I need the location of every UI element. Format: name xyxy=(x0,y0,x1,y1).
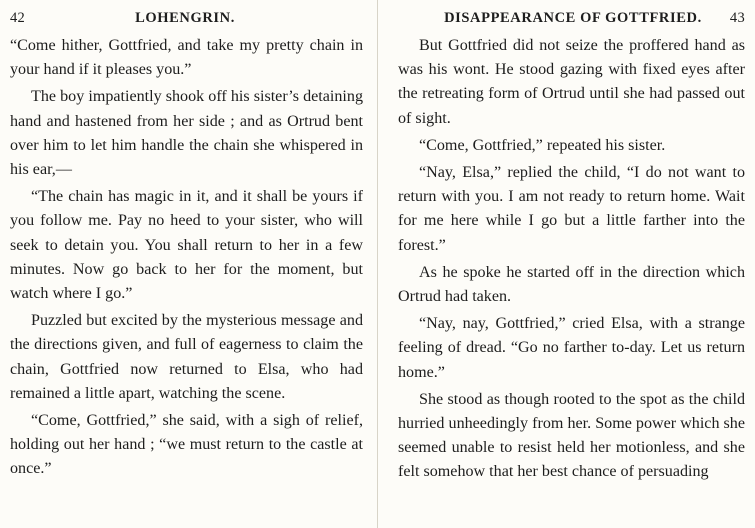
left-running-head: LOHENGRIN. xyxy=(135,10,235,26)
paragraph: Puzzled but excited by the mysterious message and the directions given, and full of eagerness to claim the chain, Gottfried now returned to Elsa, who had remained a little apart, watching the scene. xyxy=(10,312,363,402)
right-page xyxy=(377,0,755,528)
paragraph: “Come, Gottfried,” repeated his sister. xyxy=(419,136,666,154)
paragraph: “The chain has magic in it, and it shall be yours if you follow me. Pay no heed to your sister, who will seek to detain you. You shall return to her in a few minutes. Now go back to her for the moment, but watch where I go.” xyxy=(10,188,363,303)
right-page-number: 43 xyxy=(729,10,745,26)
paragraph: She stood as though rooted to the spot as the child hurried unheedingly from her. Some power which she seemed unable to resist held her motionless, and she felt somehow that her best chance of persuading xyxy=(398,390,745,481)
paragraph: “Come, Gottfried,” she said, with a sigh of relief, holding out her hand ; “we must return to the castle at once.” xyxy=(10,412,363,478)
paragraph: But Gottfried did not seize the proffered hand as was his wont. He stood gazing with fixed eyes after the retreating form of Ortrud until she had passed out of sight. xyxy=(398,37,745,127)
left-page xyxy=(0,0,377,528)
paragraph: “Come hither, Gottfried, and take my pretty chain in your hand if it pleases you.” xyxy=(10,37,363,79)
left-page-text xyxy=(10,34,363,482)
right-running-head: DISAPPEARANCE OF GOTTFRIED. xyxy=(444,10,702,26)
paragraph: “Nay, nay, Gottfried,” cried Elsa, with a strange feeling of dread. “Go no farther to-day. Let us return home.” xyxy=(398,315,745,381)
right-page-header xyxy=(398,10,745,34)
left-page-header xyxy=(10,10,363,34)
paragraph: As he spoke he started off in the direction which Ortrud had taken. xyxy=(398,263,745,306)
left-page-number: 42 xyxy=(10,10,26,26)
paragraph: “Nay, Elsa,” replied the child, “I do not want to return with you. I am not ready to return home. Wait for me here while I go but a little farther into the forest.” xyxy=(398,164,745,254)
paragraph: The boy impatiently shook off his sister’s detaining hand and hastened from her side ; and as Ortrud bent over him to let him handle the chain she whispered in his ear,— xyxy=(10,88,363,179)
right-page-text xyxy=(398,34,745,485)
